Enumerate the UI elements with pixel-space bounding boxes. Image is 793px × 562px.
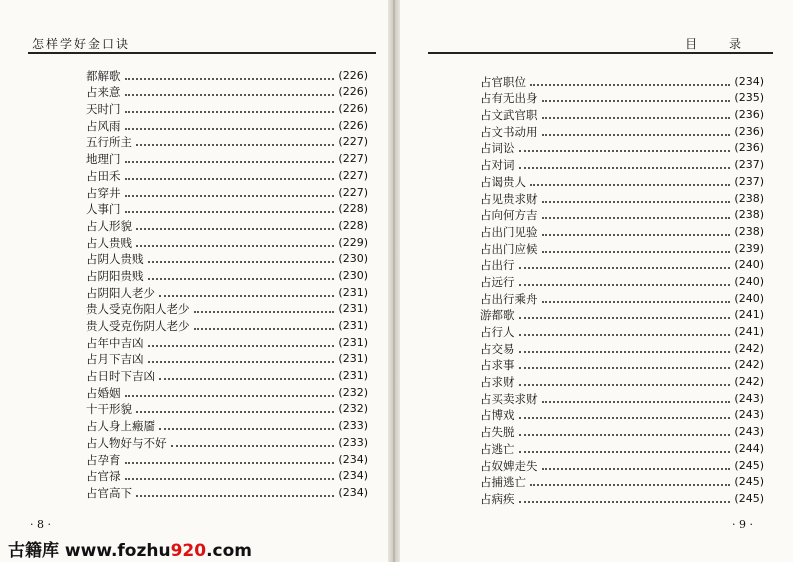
toc-entry xyxy=(86,300,368,317)
dot-leader xyxy=(125,128,335,130)
toc-entry-page: (240) xyxy=(734,258,764,272)
dot-leader xyxy=(542,301,731,303)
toc-entry-page: (235) xyxy=(734,91,764,105)
dot-leader xyxy=(159,295,334,297)
toc-entry-page: (227) xyxy=(338,168,368,182)
toc-entry-page: (226) xyxy=(338,85,368,99)
toc-entry-title: 占对词 xyxy=(480,158,515,173)
toc-entry-page: (226) xyxy=(338,68,368,82)
toc-entry-page: (243) xyxy=(734,425,764,439)
toc-entry-title: 占官禄 xyxy=(86,469,121,484)
toc-entry-title: 占官高下 xyxy=(86,485,132,500)
toc-entry-title: 占出门应候 xyxy=(480,241,538,256)
dot-leader xyxy=(519,150,731,152)
dot-leader xyxy=(542,134,731,136)
toc-entry-page: (231) xyxy=(338,319,368,332)
dot-leader xyxy=(125,161,335,163)
running-head-right: 目 录 xyxy=(685,37,755,51)
toc-entry-title: 占人贵贱 xyxy=(86,235,132,250)
dot-leader xyxy=(136,245,334,247)
toc-entry-page: (232) xyxy=(338,402,368,416)
toc-entry-page: (238) xyxy=(734,208,764,222)
toc-entry-page: (238) xyxy=(734,224,764,238)
dot-leader xyxy=(125,211,335,213)
toc-entry xyxy=(480,406,764,423)
toc-entry-title: 占行人 xyxy=(480,325,515,339)
toc-entry xyxy=(480,356,764,373)
dot-leader xyxy=(519,167,731,169)
toc-entry xyxy=(480,289,764,306)
toc-entry-page: (227) xyxy=(338,152,368,166)
toc-entry xyxy=(480,439,764,456)
toc-entry xyxy=(86,333,368,350)
page-number-left: · 8 · xyxy=(30,518,51,531)
toc-entry xyxy=(480,105,764,122)
toc-entry xyxy=(480,206,764,223)
toc-entry xyxy=(86,183,368,200)
toc-entry-title: 占阴人贵贱 xyxy=(86,252,144,267)
toc-entry-page: (227) xyxy=(338,135,368,149)
toc-entry-page: (245) xyxy=(734,491,764,505)
toc-entry-page: (236) xyxy=(734,141,764,155)
toc-entry-title: 占年中吉凶 xyxy=(86,335,144,350)
toc-entry xyxy=(86,416,368,433)
toc-entry-title: 占博戏 xyxy=(480,408,515,423)
toc-entry-page: (233) xyxy=(338,419,368,433)
toc-entry-title: 占失脱 xyxy=(480,425,515,440)
dot-leader xyxy=(519,351,731,353)
toc-entry-page: (245) xyxy=(734,475,764,489)
toc-entry-title: 占月下吉凶 xyxy=(86,352,144,367)
running-head-left: 怎样学好金口诀 xyxy=(32,37,131,51)
toc-entry-page: (241) xyxy=(734,325,764,338)
toc-entry xyxy=(480,239,764,256)
toc-entry xyxy=(480,422,764,439)
dot-leader xyxy=(542,217,731,219)
toc-entry-title: 游都歌 xyxy=(480,308,515,323)
toc-list-right xyxy=(480,72,764,506)
dot-leader xyxy=(530,84,730,86)
dot-leader xyxy=(194,311,335,313)
toc-entry xyxy=(86,350,368,367)
toc-entry xyxy=(86,216,368,233)
toc-entry-page: (236) xyxy=(734,124,764,138)
toc-entry-title: 占出行乘舟 xyxy=(480,291,538,306)
dot-leader xyxy=(125,478,335,480)
toc-entry-title: 占日时下吉凶 xyxy=(86,369,155,384)
dot-leader xyxy=(125,94,335,96)
dot-leader xyxy=(542,117,731,119)
dot-leader xyxy=(519,284,731,286)
toc-entry xyxy=(480,139,764,156)
dot-leader xyxy=(136,144,334,146)
toc-entry-title: 占买卖求财 xyxy=(480,391,538,406)
toc-entry-page: (240) xyxy=(734,274,764,288)
toc-entry xyxy=(86,133,368,150)
watermark-brand: 古籍库 xyxy=(8,541,59,561)
toc-entry-page: (234) xyxy=(338,485,368,499)
toc-entry-title: 占人物好与不好 xyxy=(86,435,167,450)
toc-entry xyxy=(86,116,368,133)
toc-entry-title: 占见贵求财 xyxy=(480,191,538,206)
dot-leader xyxy=(519,334,731,336)
toc-entry xyxy=(480,306,764,323)
toc-entry-page: (239) xyxy=(734,241,764,255)
toc-entry-page: (231) xyxy=(338,352,368,366)
toc-entry-page: (242) xyxy=(734,375,764,389)
toc-entry-title: 占逃亡 xyxy=(480,441,515,456)
dot-leader xyxy=(519,267,731,269)
dot-leader xyxy=(136,495,334,497)
right-page xyxy=(400,0,793,562)
toc-entry-page: (233) xyxy=(338,435,368,449)
dot-leader xyxy=(125,78,335,80)
toc-entry-page: (226) xyxy=(338,102,368,116)
toc-entry-page: (243) xyxy=(734,408,764,422)
dot-leader xyxy=(519,434,731,436)
toc-entry-title: 占文书动用 xyxy=(480,124,538,139)
toc-entry-title: 占交易 xyxy=(480,341,515,356)
toc-entry-page: (234) xyxy=(338,469,368,483)
toc-entry-title: 占文武官职 xyxy=(480,108,538,123)
page-number-right: · 9 · xyxy=(732,518,753,531)
toc-entry-page: (237) xyxy=(734,158,764,172)
toc-entry-page: (229) xyxy=(338,235,368,249)
dot-leader xyxy=(530,184,730,186)
toc-entry-title: 占出门见验 xyxy=(480,224,538,239)
toc-entry-title: 占风雨 xyxy=(86,118,121,133)
toc-entry-page: (228) xyxy=(338,218,368,232)
toc-entry xyxy=(480,189,764,206)
toc-entry-title: 占官职位 xyxy=(480,74,526,89)
dot-leader xyxy=(125,111,335,113)
toc-entry-title: 占词讼 xyxy=(480,141,515,156)
toc-entry xyxy=(86,316,368,333)
dot-leader xyxy=(171,445,335,447)
toc-entry-title: 人事门 xyxy=(86,202,121,217)
toc-entry-title: 占向何方吉 xyxy=(480,208,538,223)
book-spine xyxy=(388,0,400,562)
toc-entry-title: 占婚姻 xyxy=(86,385,121,400)
toc-entry xyxy=(86,233,368,250)
toc-entry xyxy=(86,383,368,400)
toc-entry-title: 天时门 xyxy=(86,102,121,117)
dot-leader xyxy=(519,367,731,369)
toc-entry-title: 贵人受克伤阴人老少 xyxy=(86,319,190,333)
toc-entry xyxy=(480,222,764,239)
toc-entry-page: (243) xyxy=(734,391,764,405)
toc-entry-page: (227) xyxy=(338,185,368,199)
toc-entry xyxy=(480,89,764,106)
toc-entry-title: 贵人受克伤阳人老少 xyxy=(86,302,190,317)
toc-entry-page: (241) xyxy=(734,308,764,322)
toc-entry-title: 占求财 xyxy=(480,375,515,390)
dot-leader xyxy=(542,201,731,203)
toc-entry-title: 地理门 xyxy=(86,152,121,167)
toc-entry-page: (231) xyxy=(338,302,368,316)
toc-entry xyxy=(480,322,764,339)
toc-entry-title: 占求事 xyxy=(480,358,515,373)
toc-entry-title: 占谒贵人 xyxy=(480,174,526,189)
toc-entry-page: (231) xyxy=(338,285,368,299)
toc-entry-page: (234) xyxy=(734,74,764,88)
dot-leader xyxy=(148,361,335,363)
toc-entry xyxy=(480,456,764,473)
toc-entry xyxy=(86,250,368,267)
toc-entry xyxy=(86,166,368,183)
toc-entry-page: (230) xyxy=(338,252,368,266)
toc-entry xyxy=(480,256,764,273)
toc-entry xyxy=(86,400,368,417)
toc-entry-title: 占奴婢走失 xyxy=(480,458,538,473)
toc-entry xyxy=(480,389,764,406)
dot-leader xyxy=(542,251,731,253)
toc-entry xyxy=(86,433,368,450)
toc-entry-page: (236) xyxy=(734,108,764,122)
toc-entry-title: 占阴阳人老少 xyxy=(86,285,155,300)
watermark xyxy=(8,536,252,561)
watermark-url-prefix: www.fozhu xyxy=(59,541,171,561)
toc-entry-title: 五行所主 xyxy=(86,135,132,150)
toc-entry-title: 占田禾 xyxy=(86,168,121,183)
dot-leader xyxy=(125,462,335,464)
dot-leader xyxy=(148,345,335,347)
toc-entry xyxy=(480,489,764,506)
toc-entry-page: (234) xyxy=(338,452,368,466)
dot-leader xyxy=(125,395,335,397)
toc-entry xyxy=(86,467,368,484)
toc-entry-title: 都解歌 xyxy=(86,68,121,83)
toc-entry-title: 占穿井 xyxy=(86,185,121,200)
dot-leader xyxy=(519,451,731,453)
dot-leader xyxy=(542,100,731,102)
toc-entry-page: (226) xyxy=(338,118,368,132)
toc-entry xyxy=(480,155,764,172)
toc-entry xyxy=(480,72,764,89)
toc-entry-title: 占孕育 xyxy=(86,452,121,467)
watermark-url-suffix: .com xyxy=(206,541,253,561)
toc-entry xyxy=(480,473,764,490)
toc-entry-page: (230) xyxy=(338,268,368,282)
toc-entry-title: 占出行 xyxy=(480,258,515,273)
watermark-url-number: 920 xyxy=(170,541,207,561)
toc-entry-page: (242) xyxy=(734,358,764,372)
toc-entry-title: 占有无出身 xyxy=(480,91,538,106)
toc-entry xyxy=(86,266,368,283)
toc-entry-title: 占阴阳贵贱 xyxy=(86,268,144,283)
dot-leader xyxy=(125,195,335,197)
toc-entry-title: 占远行 xyxy=(480,274,515,289)
toc-entry-page: (232) xyxy=(338,385,368,399)
toc-entry-page: (238) xyxy=(734,191,764,205)
dot-leader xyxy=(519,384,731,386)
toc-entry-title: 占捕逃亡 xyxy=(480,475,526,490)
left-page xyxy=(0,0,388,562)
toc-entry xyxy=(480,172,764,189)
toc-entry-page: (245) xyxy=(734,458,764,472)
dot-leader xyxy=(519,501,731,503)
header-rule-right xyxy=(428,52,773,54)
toc-entry xyxy=(86,366,368,383)
toc-entry-page: (228) xyxy=(338,202,368,216)
toc-entry-page: (231) xyxy=(338,369,368,383)
dot-leader xyxy=(148,261,335,263)
toc-entry xyxy=(86,283,368,300)
toc-entry xyxy=(86,149,368,166)
toc-entry-page: (237) xyxy=(734,174,764,188)
toc-entry xyxy=(480,272,764,289)
dot-leader xyxy=(194,328,335,330)
dot-leader xyxy=(519,317,731,319)
dot-leader xyxy=(136,411,334,413)
toc-entry xyxy=(86,483,368,500)
toc-entry-page: (242) xyxy=(734,341,764,355)
dot-leader xyxy=(159,378,334,380)
dot-leader xyxy=(542,401,731,403)
dot-leader xyxy=(136,228,334,230)
toc-entry xyxy=(480,122,764,139)
toc-entry xyxy=(480,339,764,356)
dot-leader xyxy=(519,417,731,419)
toc-entry-title: 十干形貌 xyxy=(86,402,132,417)
dot-leader xyxy=(125,178,335,180)
dot-leader xyxy=(530,484,730,486)
toc-entry xyxy=(86,450,368,467)
toc-entry-page: (244) xyxy=(734,441,764,455)
toc-entry-title: 占人身上瘢靥 xyxy=(86,419,155,434)
toc-entry xyxy=(86,83,368,100)
dot-leader xyxy=(542,468,731,470)
toc-entry xyxy=(86,99,368,116)
header-rule-left xyxy=(28,52,376,54)
toc-entry-title: 占人形貌 xyxy=(86,218,132,233)
toc-entry xyxy=(480,372,764,389)
toc-entry-page: (240) xyxy=(734,291,764,305)
toc-entry xyxy=(86,66,368,83)
dot-leader xyxy=(542,234,731,236)
dot-leader xyxy=(159,428,334,430)
toc-entry xyxy=(86,200,368,217)
toc-entry-title: 占来意 xyxy=(86,85,121,100)
dot-leader xyxy=(148,278,335,280)
toc-entry-title: 占病疾 xyxy=(480,491,515,506)
toc-entry-page: (231) xyxy=(338,335,368,349)
toc-list-left xyxy=(86,66,368,500)
